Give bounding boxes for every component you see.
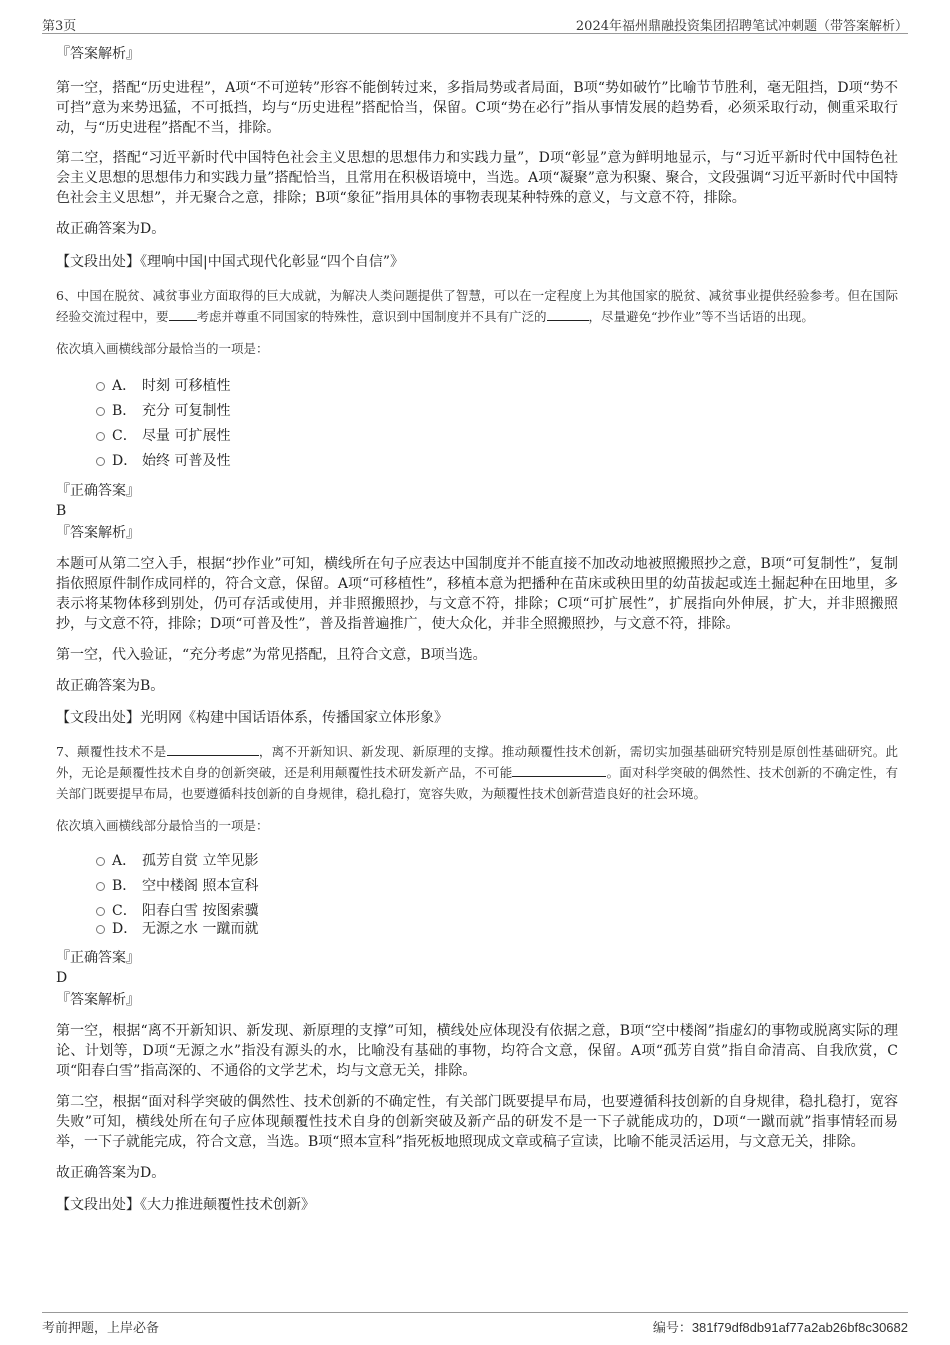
fill-blank [512,764,606,777]
option-b[interactable]: B． 空中楼阁 照本宣科 [56,874,898,899]
document-code: 编号：381f79df8db91af77a2ab26bf8c30682 [652,1320,908,1336]
radio-button[interactable] [96,925,105,934]
answer-conclusion: 故正确答案为D。 [56,221,166,237]
radio-button[interactable] [96,907,105,916]
option-b[interactable]: B． 充分 可复制性 [56,399,898,424]
radio-button[interactable] [96,382,105,391]
option-d[interactable]: D． 无源之水 一蹴而就 [56,917,898,942]
question-stem: 6、中国在脱贫、减贫事业方面取得的巨大成就，为解决人类问题提供了智慧，可以在一定程度上为其他国家的脱贫、减贫事业提供经验参考。但在国际经验交流过程中，要 考虑并尊重不同国家的特殊性，意识到中国制度并不具有广泛的 ，尽量避免“抄作业”等不当话语的出现。 [56,288,898,324]
analysis-label: 『答案解析』 [56,525,140,541]
analysis-paragraph: 本题可从第二空入手，根据“抄作业”可知，横线所在句子应表达中国制度并不能直接不加改动地被照搬照抄之意，B项“可复制性”，复制指依照原件制作成同样的，符合文意，保留。A项“可移植性”，移植本意为把播种在苗床或秧田里的幼苗拔起或连土掘起种在田地里，多表示将某物体移到别处，仍可存活或使用，并非照搬照抄，与文意不符，排除；C项“可扩展性”，扩展指向外伸展，扩大，并非照搬照抄，与文意不符，排除；D项“可普及性”，普及指普遍推广，使大众化，并非全照搬照抄，与文意不符，排除。 [56,556,898,632]
fill-blank [169,308,197,321]
options-list [56,374,898,474]
analysis-label: 『答案解析』 [56,46,140,62]
question-prompt: 依次填入画横线部分最恰当的一项是： [56,341,269,356]
answer-conclusion: 故正确答案为D。 [56,1165,166,1181]
option-c[interactable]: C． 尽量 可扩展性 [56,424,898,449]
analysis-paragraph: 第一空，根据“离不开新知识、新发现、新原理的支撑”可知，横线处应体现没有依据之意，B项“空中楼阁”指虚幻的事物或脱离实际的理论、计划等，D项“无源之水”指没有源头的水，比喻没有基础的事物，均符合文意，保留。A项“孤芳自赏”指自命清高、自我欣赏，C项“阳春白雪”指高深的、不通俗的文学艺术，均与文意无关，排除。 [56,1023,898,1079]
correct-answer-label: 『正确答案』 [56,483,140,499]
fill-blank [167,743,259,756]
radio-button[interactable] [96,457,105,466]
passage-source: 【文段出处】《大力推进颠覆性技术创新》 [56,1197,315,1213]
fill-blank [547,308,589,321]
radio-button[interactable] [96,882,105,891]
question-stem: 7、颠覆性技术不是 ，离不开新知识、新发现、新原理的支撑。推动颠覆性技术创新，需切实加强基础研究特别是原创性基础研究。此外，无论是颠覆性技术自身的创新突破，还是利用颠覆性技术研发新产品，不可能 。面对科学突破的偶然性、技术创新的不确定性，有关部门既要提早布局，也要遵循科技创新的自身规律，稳扎稳打，宽容失败，为颠覆性技术创新营造良好的社会环境。 [56,744,898,801]
analysis-label: 『答案解析』 [56,992,140,1008]
page-header [42,13,908,34]
correct-answer-label: 『正确答案』 [56,950,140,966]
analysis-paragraph: 第二空，根据“面对科学突破的偶然性、技术创新的不确定性，有关部门既要提早布局，也要遵循科技创新的自身规律，稳扎稳打，宽容失败”可知，横线处所在句子应体现颠覆性技术自身的创新突破及新产品的研发不是一下子就能成功的，D项“一蹴而就”指事情轻而易举，一下子就能完成，符合文意，当选。B项“照本宣科”指死板地照现成文章或稿子宣读，比喻不能灵活运用，与文意无关，排除。 [56,1094,898,1150]
option-d[interactable]: D． 始终 可普及性 [56,449,898,474]
analysis-paragraph: 第一空，搭配“历史进程”，A项“不可逆转”形容不能倒转过来，多指局势或者局面，B项“势如破竹”比喻节节胜利，毫无阻挡，D项“势不可挡”意为来势迅猛，不可抵挡，均与“历史进程”搭配恰当，保留。C项“势在必行”指从事情发展的趋势看，必须采取行动，侧重采取行动，与“历史进程”搭配不当，排除。 [56,80,898,136]
radio-button[interactable] [96,432,105,441]
correct-answer: D [56,970,68,986]
answer-conclusion: 故正确答案为B。 [56,678,165,694]
passage-source: 【文段出处】光明网《构建中国话语体系，传播国家立体形象》 [56,710,448,726]
passage-source: 【文段出处】《理响中国|中国式现代化彰显“四个自信”》 [56,254,405,270]
option-a[interactable]: A． 孤芳自赏 立竿见影 [56,849,898,874]
analysis-paragraph: 第一空，代入验证，“充分考虑”为常见搭配，且符合文意，B项当选。 [56,647,487,663]
document-title: 2024年福州鼎融投资集团招聘笔试冲刺题（带答案解析） [575,19,908,34]
radio-button[interactable] [96,857,105,866]
radio-button[interactable] [96,407,105,416]
option-a[interactable]: A． 时刻 可移植性 [56,374,898,399]
footer-slogan: 考前押题，上岸必备 [42,1321,160,1336]
analysis-paragraph: 第二空，搭配“习近平新时代中国特色社会主义思想的思想伟力和实践力量”，D项“彰显”意为鲜明地显示，与“习近平新时代中国特色社会主义思想的思想伟力和实践力量”搭配恰当，且常用在积极语境中，当选。A项“凝聚”意为积聚、聚合，文段强调“习近平新时代中国特色社会主义思想”，并无聚合之意，排除；B项“象征”指用具体的事物表现某种特殊的意义，与文意不符，排除。 [56,150,898,206]
question-prompt: 依次填入画横线部分最恰当的一项是： [56,818,269,833]
option-c[interactable]: C． 阳春白雪 按图索骥 [56,899,898,917]
document-body [56,44,898,1215]
options-list [56,849,898,942]
correct-answer: B [56,503,67,519]
page-footer [42,1312,908,1336]
page-number: 第3页 [42,19,77,34]
